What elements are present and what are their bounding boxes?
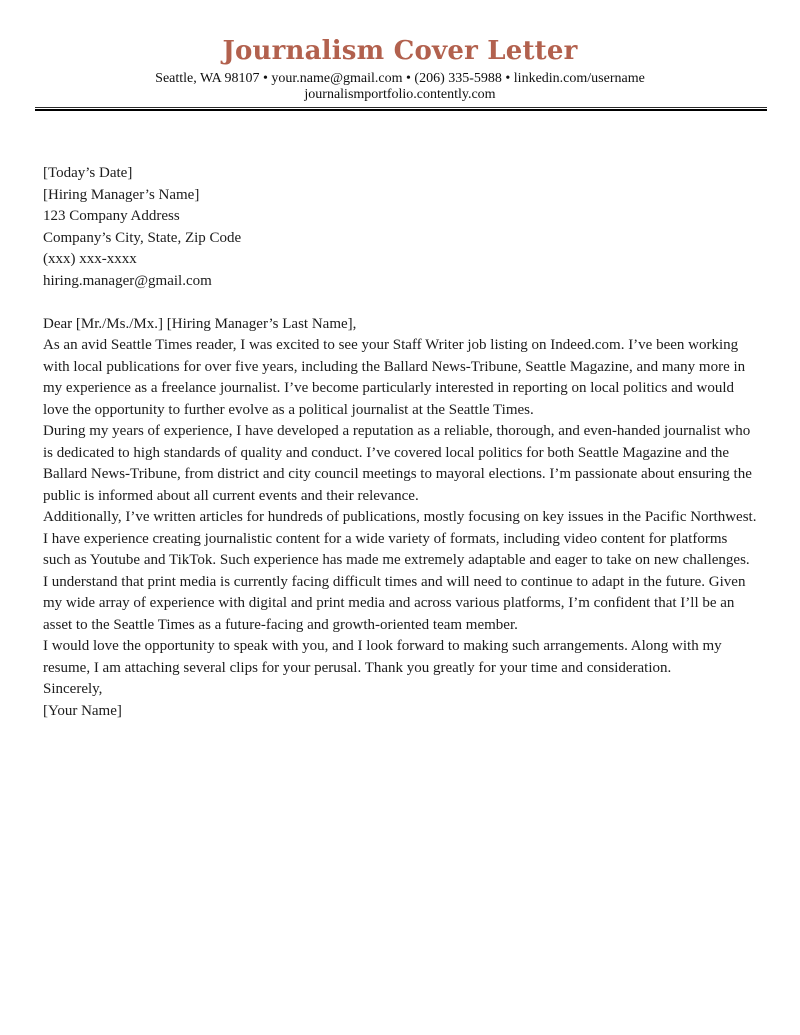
body-paragraph-2: During my years of experience, I have developed a reputation as a reliable, thorough, and even-handed journalist who is dedicated to high standards of quality and conduct. I’ve covered local politics for both Seattle Magazine and the Ballard News-Tribune, from district and city council meetings to mayoral elections. I’m passionate about ensuring the public is informed about all current events and their relevance.: [43, 423, 752, 504]
page-title: Journalism Cover Letter: [222, 36, 578, 66]
body-paragraph-5: I would love the opportunity to speak with you, and I look forward to making such arrangements. Along with my resume, I am attaching several clips for your perusal. Thank you greatly for your time and consideration.: [43, 638, 722, 676]
letter-body: [0, 111, 800, 722]
date-placeholder: [Today’s Date]: [43, 165, 133, 181]
recipient-block: [43, 185, 757, 293]
letterhead: [0, 0, 800, 111]
recipient-phone: (xxx) xxx-xxxx: [43, 251, 137, 267]
body-paragraph-1: As an avid Seattle Times reader, I was excited to see your Staff Writer job listing on Indeed.com. I’ve been working with local publications for over five years, including the Ballard News-Tribune, Seattle Magazine, and many more in my experience as a freelance journalist. I’ve become particularly interested in reporting on local politics and would love the opportunity to further evolve as a political journalist at the Seattle Times.: [43, 337, 746, 418]
recipient-name: [Hiring Manager’s Name]: [43, 186, 200, 203]
closing-line: Sincerely,: [43, 681, 103, 697]
body-paragraph-3: Additionally, I’ve written articles for hundreds of publications, mostly focusing on key issues in the Pacific Northwest. I have experience creating journalistic content for a wide variety of formats, including video content for platforms such as Youtube and TikTok. Such experience has made me extremely adaptable and eager to take on new challenges.: [43, 509, 757, 568]
recipient-address: 123 Company Address: [43, 208, 180, 224]
recipient-email: hiring.manager@gmail.com: [43, 272, 212, 289]
signature-placeholder: [Your Name]: [43, 702, 122, 719]
contact-info-line: Seattle, WA 98107 • your.name@gmail.com • (206) 335-5988 • linkedin.com/username: [155, 71, 645, 86]
body-paragraph-4: I understand that print media is currently facing difficult times and will need to continue to adapt in the future. Given my wide array of experience with digital and print media and across various platforms, I’m confident that I’ll be an asset to the Seattle Times as a future-facing and growth-oriented team member.: [43, 573, 746, 633]
salutation: Dear [Mr./Ms./Mx.] [Hiring Manager’s Last Name],: [43, 315, 357, 332]
portfolio-url: journalismportfolio.contently.com: [304, 87, 496, 102]
recipient-city-state-zip: Company’s City, State, Zip Code: [43, 229, 242, 246]
